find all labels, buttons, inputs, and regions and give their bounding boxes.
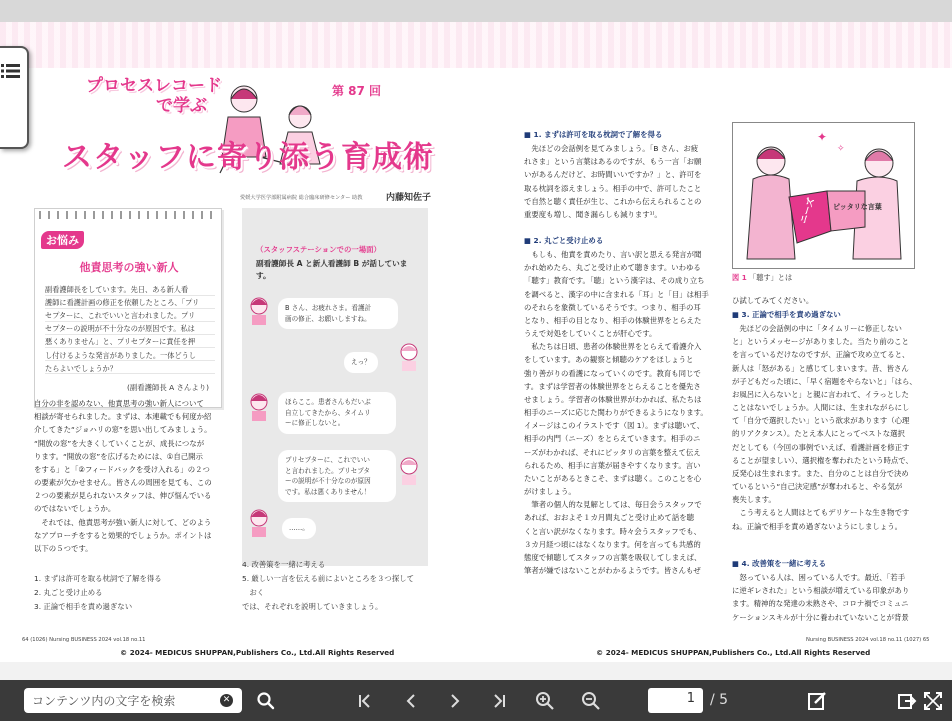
left-page-footer: 64 (1026) Nursing BUSINESS 2024 vol.18 no.11	[22, 637, 146, 643]
points-list-b	[242, 558, 414, 614]
point-item: 2. 丸ごと受け止める	[34, 588, 103, 598]
series-number: 第 87 回	[332, 84, 382, 98]
next-page-icon[interactable]	[444, 690, 466, 712]
hamburger-list-icon	[1, 63, 21, 79]
point-item: 3. 正論で相手を責め過ぎない	[34, 602, 133, 612]
point-item: 4. 改善策を一緒に考える	[242, 560, 326, 569]
series-kicker	[86, 77, 222, 116]
speech-bubble-2: えっ？	[344, 352, 378, 373]
figure-label: 図 1	[732, 273, 747, 282]
section-heading-3: ■ 3. 正論で相手を責め過ぎない	[732, 310, 841, 319]
page-spread	[0, 22, 952, 662]
section-heading-1: ■ 1. まずは許可を取る枕詞で了解を得る	[524, 130, 663, 139]
point-item: 5. 厳しい一言を伝える前によいところを３つ探して	[242, 574, 414, 584]
nurse-a-face-icon	[248, 508, 270, 538]
section-heading-2: ■ 2. 丸ごと受け止める	[524, 236, 604, 245]
worry-signature: (副看護師長 A さんより)	[126, 383, 209, 392]
left-page	[0, 22, 476, 662]
intro-body: 自分の非を認めない、他責思考の強い新人について 相談が寄せられました。まずは、本連載でも何度か紹 介してきた“ジョハリの窓”を思い出してみましょう。 “開放の窓”を大きくしていくことが、成長につなが ります。“開放の窓”を広げるためには、①自己開示 をする」と「②フィードバックを受け入れる」の２つ の要素が欠かせません。皆さんの周囲を見ても、この ２つの要素が見られないスタッフは、伸び悩んでいる のではないでしょうか。 それでは、他責思考が強い新人に対して、どのよう なアプローチをすると効果的でしょうか。ポイントは 以下の５つです。	[34, 399, 212, 553]
zoom-out-icon[interactable]	[580, 690, 602, 712]
sparkle-icon: ✦	[817, 130, 828, 144]
speech-bubble-3: ほらここ。患者さんもだいぶ 自立してきたから、タイムリ ーに修正しないと。	[278, 392, 396, 434]
scene-label: （スタッフステーションでの一場面）	[256, 245, 381, 254]
nurse-a-face-icon	[248, 392, 270, 422]
nurse-a-face-icon	[248, 296, 270, 326]
article-title: スタッフに寄り添う育成術	[62, 140, 434, 175]
section-body-3: 先ほどの会話例の中に「タイムリーに修正しない と」というメッセージがありました。当たり前のこと を言っているだけなのですが、正論で攻め立てると、 新人は「怒がある」と感じてしまいます。昔、皆さん が子どもだった頃に、「早く宿題をやらないと」「はら、 お風呂に入らないと」と親に言われて、イラっとした ことはないでしょうか。人間には、生まれながらにし て「自分で選択したい」という欲求があります（心理 的リアクタンス）。たとえ本人にとってベストな選択 だとしても（今回の事例でいえば、看護計画を修正す ることが望ましい）、選択権を奪われたという時点で、 反発心は生まれます。また、自分のことは自分で決め ているという“自己決定感”が奪われると、やる気が 喪失します。 こう考えると人間はとてもデリケートな生き物です ね。正論で相手を責め過ぎないようにしましょう。	[732, 324, 917, 531]
figure-caption-text: 「聴す」とは	[749, 273, 793, 282]
search-input[interactable]	[32, 692, 208, 709]
zoom-in-icon[interactable]	[534, 690, 556, 712]
scene-description: 副看護師長 A と新人看護師 B が話していま す。	[256, 259, 408, 280]
point-item: 1. まずは許可を取る枕詞で了解を得る	[34, 574, 162, 583]
worry-body: 副看護師長をしています。先日、ある新人看 護師に看護計画の修正を依頼したところ、「プリ セプターに、これでいいと言われました。プリ セプターの説明が不十分なのが原因です。私は 悪くありません」と、プリセプターに責任を押 し付けるような発言がありました。一体どうし たらよいでしょうか？	[45, 283, 215, 375]
page-total: / 5	[710, 692, 729, 708]
sparkle-icon: ✧	[837, 144, 845, 154]
point-item: では、それぞれを説明していきましょう。	[242, 602, 383, 612]
right-copyright: © 2024- MEDICUS SHUPPAN,Publishers Co., Ltd.All Rights Reserved	[596, 648, 871, 657]
points-list-a	[34, 572, 162, 614]
section-body-1: 先ほどの会話例を見てみましょう。「B さん、お疲 れさま」という言葉はあるのですが、もう一言「お願 いがあるんだけど、お時間いいですか？」と、許可を 取る枕詞を添えましょう。相手の中で、許可したこと で自然と聴く責任が生じ、これから伝えられることの 重要度も増し、聞き漏らしも減ります¹⁾。	[524, 144, 702, 219]
puzzle-label-words: ピッタリな言葉	[833, 203, 882, 211]
clear-search-icon[interactable]: ✕	[220, 694, 233, 707]
figure-1	[732, 122, 915, 269]
speech-bubble-5: ……。	[282, 518, 316, 539]
search-box	[24, 688, 242, 713]
kicker-line-2: で学ぶ	[156, 95, 207, 116]
puzzle-illustration	[733, 123, 914, 268]
top-bar	[0, 0, 952, 22]
previous-page-icon[interactable]	[400, 690, 422, 712]
last-page-icon[interactable]	[488, 690, 510, 712]
section-heading-4: ■ 4. 改善策を一緒に考える	[732, 559, 826, 568]
worry-card	[34, 208, 222, 408]
figure-caption	[732, 273, 792, 283]
section-body-2: もしも、他責を責めたり、言い訳と思える発言が聞 かれ始めたら、丸ごと受け止めて聴きます。いわゆる 「聴す」教育です。「聴」という漢字は、その成り立ち を調べると、漢字の中に含まれる「耳」と「目」は相手 のそれらを象徴しているそうです。つまり、相手の耳 となり、相手の目となり、相手の体験世界をとらえた うえで対処をしていくことが肝心です。 私たちは日頃、患者の体験世界をとらえて看護介入 をしています。あの観察と傾聴のケアをほしょうと 強り善がりの看護になっていくのです。教育も同じで す。まずは学習者の体験世界をとらえることを優先さ せましょう。学習者の体験世界がわかれば、私たちは 相手のニーズに応じた関わりができるようになります。 イメージはこのイラストです（図 1）。まずは聴いて、 相手の内門（ニーズ）をとらえていきます。相手のニ ーズがわかれば、それにピッタリの言葉を整えて伝え られるため、相手に言葉が届きやすくなります。言い たいことがあるときこそ、まずは聴く。このことを心 がけましょう。 筆者の個人的な見解としては、毎日会うスタッフで あれば、おおよそ１カ月間丸ごと受け止めて話を聴 くと言い訳がなくなります。時々会うスタッフでも、 ３カ月経つ頃にはなくなります。何を言っても共感的 態度で傾聴してスタッフの言葉を吸収してしまえば、 筆者が嫌ではないことがわかるようです。皆さんもぜ	[524, 250, 709, 576]
first-page-icon[interactable]	[354, 690, 376, 712]
fullscreen-icon[interactable]	[922, 690, 944, 712]
right-page-footer: Nursing BUSINESS 2024 vol.18 no.11 (1027) 65	[806, 637, 930, 643]
left-copyright: © 2024- MEDICUS SHUPPAN,Publishers Co., Ltd.All Rights Reserved	[120, 648, 395, 657]
worry-tag: お悩み	[41, 231, 84, 249]
table-of-contents-button[interactable]	[0, 46, 29, 149]
notebook-rings	[39, 211, 217, 219]
section-body-2-cont: ひ試してみてください。	[732, 296, 814, 305]
section-body-4: 怒っている人は、困っている人です。最近、「若手 に逆ギレされた」という相談が増えている印象があり ます。精神的な発達の未熟さや、コロナ禍でコミュニ ケーションスキルが十分に養われていないことが背景	[732, 573, 910, 622]
header-stripe	[476, 22, 952, 68]
speech-bubble-1: B さん、お疲れさま。看護計 画の修正、お願いしますね。	[278, 298, 398, 329]
right-page	[476, 22, 952, 662]
nurse-b-face-icon	[398, 342, 420, 372]
worry-title: 他責思考の強い新人	[79, 261, 179, 274]
puzzle-label-needs: ニーズ	[798, 196, 818, 226]
point-item: おく	[242, 588, 265, 598]
page-number-input[interactable]: 1	[648, 688, 703, 713]
edit-note-icon[interactable]	[806, 690, 828, 712]
search-icon[interactable]	[256, 691, 276, 711]
author-name: 内藤知佐子	[386, 193, 432, 203]
nurse-b-face-icon	[398, 456, 420, 486]
export-icon[interactable]	[896, 690, 918, 712]
scene-panel	[242, 208, 428, 566]
speech-bubble-4: プリセプターに、これでいい と言われました。プリセプタ ーの説明が不十分なのが原因 です。私は悪くありません！	[278, 450, 396, 502]
header-stripe	[0, 22, 476, 68]
author-affiliation: 愛媛大学医学部附属病院 総合臨床研修センター 助教	[240, 195, 363, 201]
kicker-line-1: プロセスレコード	[86, 76, 222, 96]
